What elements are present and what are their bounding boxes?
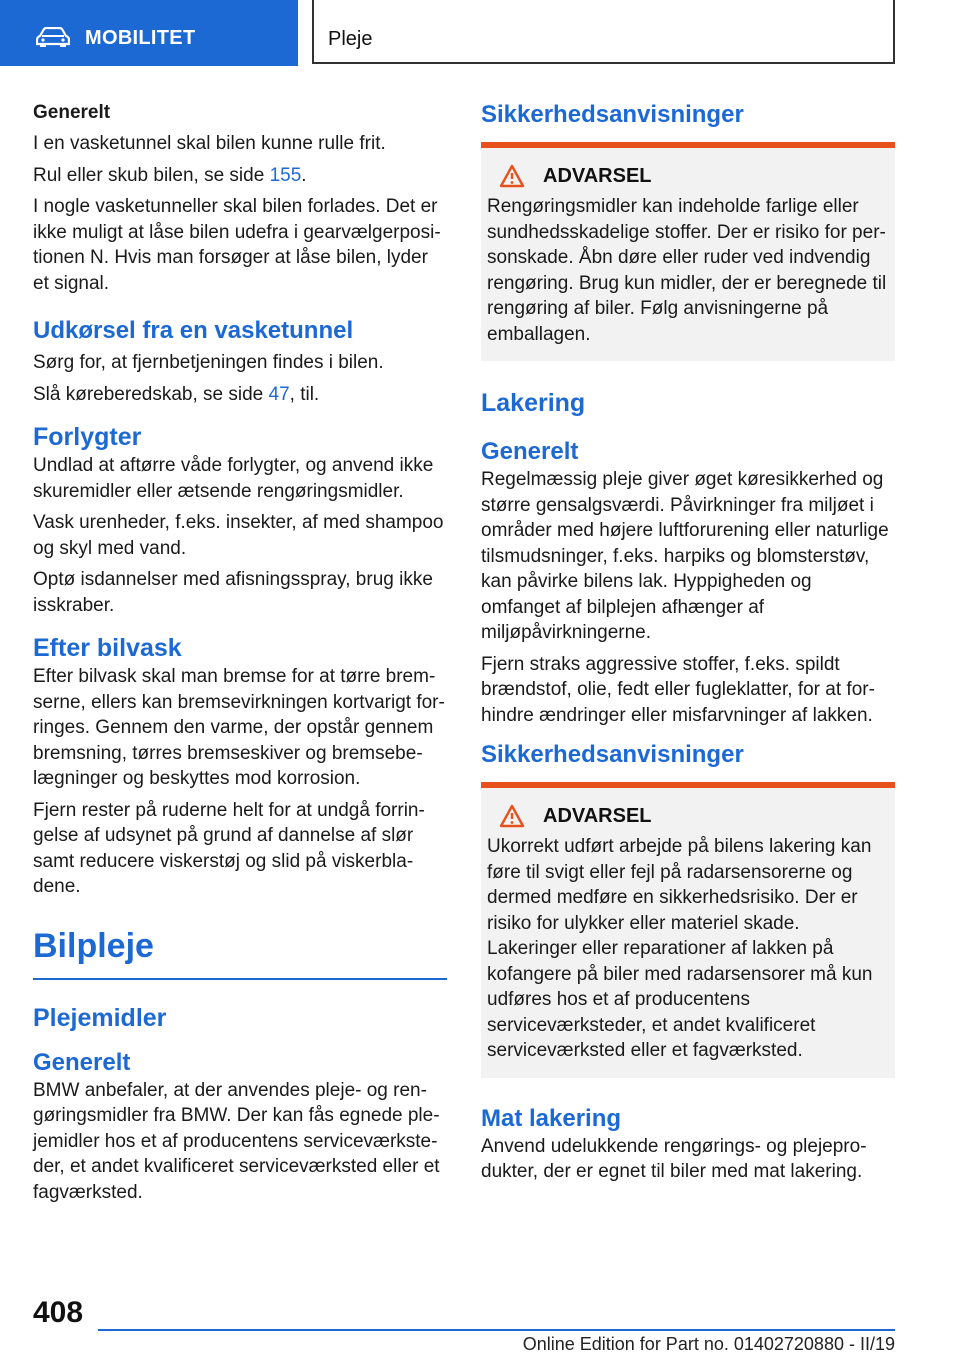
warning-text: Rengøringsmidler kan indeholde farlige eller sundhedsskadelige stoffer. Der er risiko for personskade. Åbn døre eller ruder ved indvendig rengøring. Brug kun midler, der er beregnede til rengøring af biler. Følg anvisningerne på emballagen. — [487, 196, 887, 345]
page-link[interactable]: 47 — [268, 383, 290, 405]
paragraph: Sørg for, at fjernbetjeningen findes i bilen. — [33, 352, 384, 373]
paragraph: Fjern rester på ruderne helt for at undgå forringelse af udsynet på grund af dannelse af slør samt reducere viskerstøj og slid på viskerbladene. — [33, 799, 425, 897]
bilvask-heading: Efter bilvask — [33, 634, 182, 662]
section-tab — [0, 0, 298, 66]
paragraph: Efter bilvask skal man bremse for at tørre bremserne, ellers kan bremsevirkningen kortvarigt forringes. Gennem den varme, der opstår gennem bremsning, tørres bremseskiver og bremsebelægninger og beskyttes mod korrosion. — [33, 666, 445, 789]
warning-triangle-icon — [499, 804, 525, 828]
paragraph: I en vasketunnel skal bilen kunne rulle frit. — [33, 133, 386, 154]
paragraph: I nogle vasketunneller skal bilen forlades. Det er ikke muligt at låse bilen udefra i gearvælgerpositionen N. Hvis man forsøger at låse bilen, lyder et signal. — [33, 196, 441, 294]
warning-header — [499, 164, 889, 188]
warning-box — [481, 148, 895, 361]
warning-box — [481, 788, 895, 1078]
heading-rule — [33, 978, 447, 980]
generelt-subheading: Generelt — [481, 438, 579, 465]
paragraph: Anvend udelukkende rengørings- og plejeprodukter, der er egnet til biler med mat lakering. — [481, 1135, 867, 1182]
sikkerhed-heading: Sikkerhedsanvisninger — [481, 101, 744, 128]
paragraph: Optø isdannelser med afisningsspray, brug ikke isskraber. — [33, 569, 433, 616]
warning-triangle-icon — [499, 164, 525, 188]
car-icon — [36, 27, 70, 47]
text: . — [301, 164, 307, 186]
paragraph: Regelmæssig pleje giver øget køresikkerhed og større gensalgsværdi. Påvirkninger fra miljøet i områder med højere luftforurening eller naturlige tilsmudsninger, f.eks. harpiks og blomsterstøv, kan påvirke bilens lak. Hyppigheden og omfanget af bilplejen afhænger af miljøpåvirkningerne. — [481, 469, 889, 643]
chapter-box — [312, 0, 895, 64]
paragraph: BMW anbefaler, at der anvendes pleje- og rengøringsmidler fra BMW. Der kan fås egnede plejemidler hos et af producentens serviceværksteder, et andet kvalificeret serviceværksted eller et fagværksted. — [33, 1079, 440, 1203]
edition-text: Online Edition for Part no. 01402720880 - II/19 — [522, 1334, 895, 1354]
generelt-subheading: Generelt — [33, 1048, 131, 1076]
page-header — [0, 0, 960, 66]
mat-lakering-heading: Mat lakering — [481, 1104, 622, 1132]
text: Slå køreberedskab, se side — [33, 383, 269, 405]
plejemidler-heading: Plejemidler — [33, 1003, 167, 1032]
page-number: 408 — [33, 1296, 84, 1329]
paragraph: Vask urenheder, f.eks. insekter, af med shampoo og skyl med vand. — [33, 512, 444, 559]
sikkerhed-heading: Sikkerhedsanvisninger — [481, 741, 744, 768]
paragraph: Fjern straks aggressive stoffer, f.eks. spildt brændstof, olie, fedt eller fugleklatter, for at forhindre ændringer eller misfarvninger af lakken. — [481, 653, 875, 726]
text: Rul eller skub bilen, se side — [33, 164, 270, 186]
warning-title: ADVARSEL — [543, 164, 652, 187]
paragraph — [33, 382, 447, 408]
text: , til. — [289, 383, 320, 405]
bilpleje-heading: Bilpleje — [33, 926, 154, 965]
paragraph: Undlad at aftørre våde forlygter, og anvend ikke skuremidler eller ætsende rengøringsmidler. — [33, 455, 434, 502]
lakering-heading: Lakering — [481, 389, 586, 417]
generelt-heading: Generelt — [33, 102, 111, 123]
warning-text: Ukorrekt udført arbejde på bilens lakering kan føre til svigt eller fejl på radarsensorerne og dermed medføre en sikkerhedsrisiko. Der er risiko for ulykker eller materiel skade. Lakeringer eller reparationer af lakken på kofangere på biler med radarsensorer må kun udføres hos et af producentens serviceværksteder, et andet kvalificeret serviceværksted eller et fagværksted. — [487, 836, 873, 1061]
warning-header — [499, 804, 889, 828]
paragraph — [33, 163, 447, 189]
section-label: MOBILITET — [85, 27, 196, 49]
chapter-label: Pleje — [328, 28, 373, 50]
page-link[interactable]: 155 — [269, 164, 302, 186]
right-column — [481, 100, 895, 1191]
warning-title: ADVARSEL — [543, 804, 652, 827]
left-column — [33, 100, 447, 1211]
forlygter-heading: Forlygter — [33, 423, 142, 451]
footer-rule — [98, 1329, 895, 1331]
udkorsel-heading: Udkørsel fra en vasketunnel — [33, 317, 354, 344]
